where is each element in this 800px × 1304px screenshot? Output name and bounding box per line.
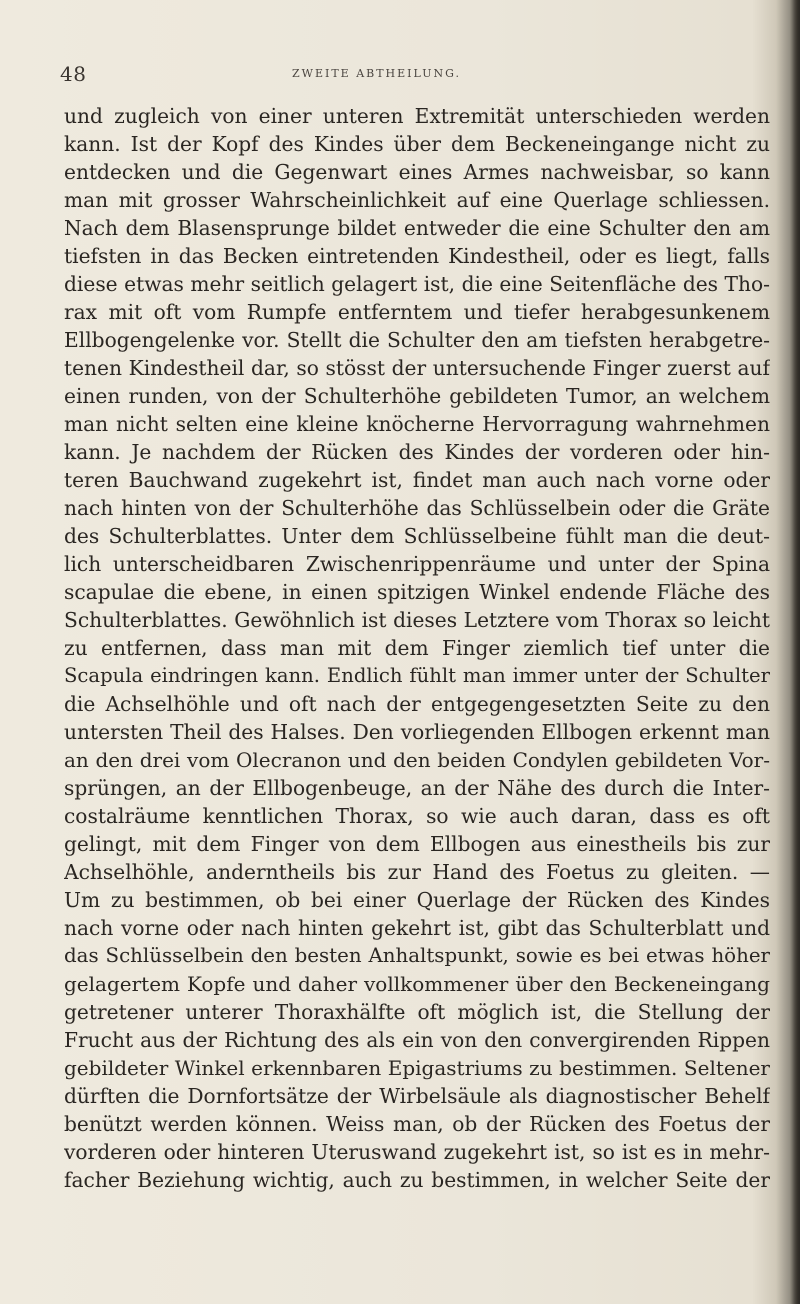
text-line: tenen Kindestheil dar, so stösst der untersuchende Finger zuerst auf bbox=[64, 356, 770, 380]
text-line: rax mit oft vom Rumpfe entferntem und tiefer herabgesunkenem bbox=[64, 300, 770, 324]
text-line: und zugleich von einer unteren Extremität unterschieden werden bbox=[64, 104, 770, 128]
text-line: nach hinten von der Schulterhöhe das Schlüsselbein oder die Gräte bbox=[64, 496, 770, 520]
running-head: ZWEITE ABTHEILUNG. bbox=[292, 67, 462, 80]
text-line: sprüngen, an der Ellbogenbeuge, an der Nähe des durch die Inter- bbox=[64, 776, 770, 800]
text-line: tiefsten in das Becken eintretenden Kindestheil, oder es liegt, falls bbox=[64, 244, 770, 268]
text-line: dürften die Dornfortsätze der Wirbelsäule als diagnostischer Behelf bbox=[64, 1084, 770, 1108]
text-line: benützt werden können. Weiss man, ob der Rücken des Foetus der bbox=[64, 1112, 770, 1136]
page-number: 48 bbox=[60, 62, 87, 86]
text-line: Ellbogengelenke vor. Stellt die Schulter den am tiefsten herabgetre- bbox=[64, 328, 770, 352]
text-line: scapulae die ebene, in einen spitzigen Winkel endende Fläche des bbox=[64, 580, 770, 604]
text-line: gebildeter Winkel erkennbaren Epigastriums zu bestimmen. Seltener bbox=[64, 1056, 770, 1080]
text-line: vorderen oder hinteren Uteruswand zugekehrt ist, so ist es in mehr- bbox=[64, 1140, 770, 1164]
text-line: zu entfernen, dass man mit dem Finger ziemlich tief unter die bbox=[64, 636, 770, 660]
text-line: gelingt, mit dem Finger von dem Ellbogen aus einestheils bis zur bbox=[64, 832, 770, 856]
text-line: kann. Ist der Kopf des Kindes über dem Beckeneingange nicht zu bbox=[64, 132, 770, 156]
text-line: Schulterblattes. Gewöhnlich ist dieses Letztere vom Thorax so leicht bbox=[64, 608, 770, 632]
text-line: einen runden, von der Schulterhöhe gebildeten Tumor, an welchem bbox=[64, 384, 770, 408]
text-line: des Schulterblattes. Unter dem Schlüsselbeine fühlt man die deut- bbox=[64, 524, 770, 548]
text-line: lich unterscheidbaren Zwischenrippenräume und unter der Spina bbox=[64, 552, 770, 576]
text-line: die Achselhöhle und oft nach der entgegengesetzten Seite zu den bbox=[64, 692, 770, 716]
text-line: man nicht selten eine kleine knöcherne Hervorragung wahrnehmen bbox=[64, 412, 770, 436]
page-header bbox=[60, 62, 760, 86]
text-line: facher Beziehung wichtig, auch zu bestimmen, in welcher Seite der bbox=[64, 1168, 770, 1192]
text-line: Frucht aus der Richtung des als ein von den convergirenden Rippen bbox=[64, 1028, 770, 1052]
text-line: Um zu bestimmen, ob bei einer Querlage der Rücken des Kindes bbox=[64, 888, 770, 912]
text-line: diese etwas mehr seitlich gelagert ist, die eine Seitenfläche des Tho- bbox=[64, 272, 770, 296]
text-line: das Schlüsselbein den besten Anhaltspunkt, sowie es bei etwas höher bbox=[64, 944, 770, 967]
text-line: nach vorne oder nach hinten gekehrt ist, gibt das Schulterblatt und bbox=[64, 916, 770, 940]
text-line: teren Bauchwand zugekehrt ist, findet man auch nach vorne oder bbox=[64, 468, 770, 492]
text-line: Achselhöhle, anderntheils bis zur Hand des Foetus zu gleiten. — bbox=[64, 860, 770, 884]
text-line: kann. Je nachdem der Rücken des Kindes der vorderen oder hin- bbox=[64, 440, 770, 464]
text-line: entdecken und die Gegenwart eines Armes nachweisbar, so kann bbox=[64, 160, 770, 184]
text-line: costalräume kenntlichen Thorax, so wie auch daran, dass es oft bbox=[64, 804, 770, 828]
body-text bbox=[64, 102, 770, 1194]
page-edge-shadow bbox=[790, 0, 800, 1304]
text-line: Nach dem Blasensprunge bildet entweder die eine Schulter den am bbox=[64, 216, 770, 240]
text-line: gelagertem Kopfe und daher vollkommener über den Beckeneingang bbox=[64, 972, 770, 996]
text-line: Scapula eindringen kann. Endlich fühlt man immer unter der Schulter bbox=[64, 664, 770, 687]
text-line: man mit grosser Wahrscheinlichkeit auf eine Querlage schliessen. bbox=[64, 188, 770, 212]
text-line: untersten Theil des Halses. Den vorliegenden Ellbogen erkennt man bbox=[64, 720, 770, 744]
text-line: getretener unterer Thoraxhälfte oft möglich ist, die Stellung der bbox=[64, 1000, 770, 1024]
text-line: an den drei vom Olecranon und den beiden Condylen gebildeten Vor- bbox=[64, 748, 770, 772]
